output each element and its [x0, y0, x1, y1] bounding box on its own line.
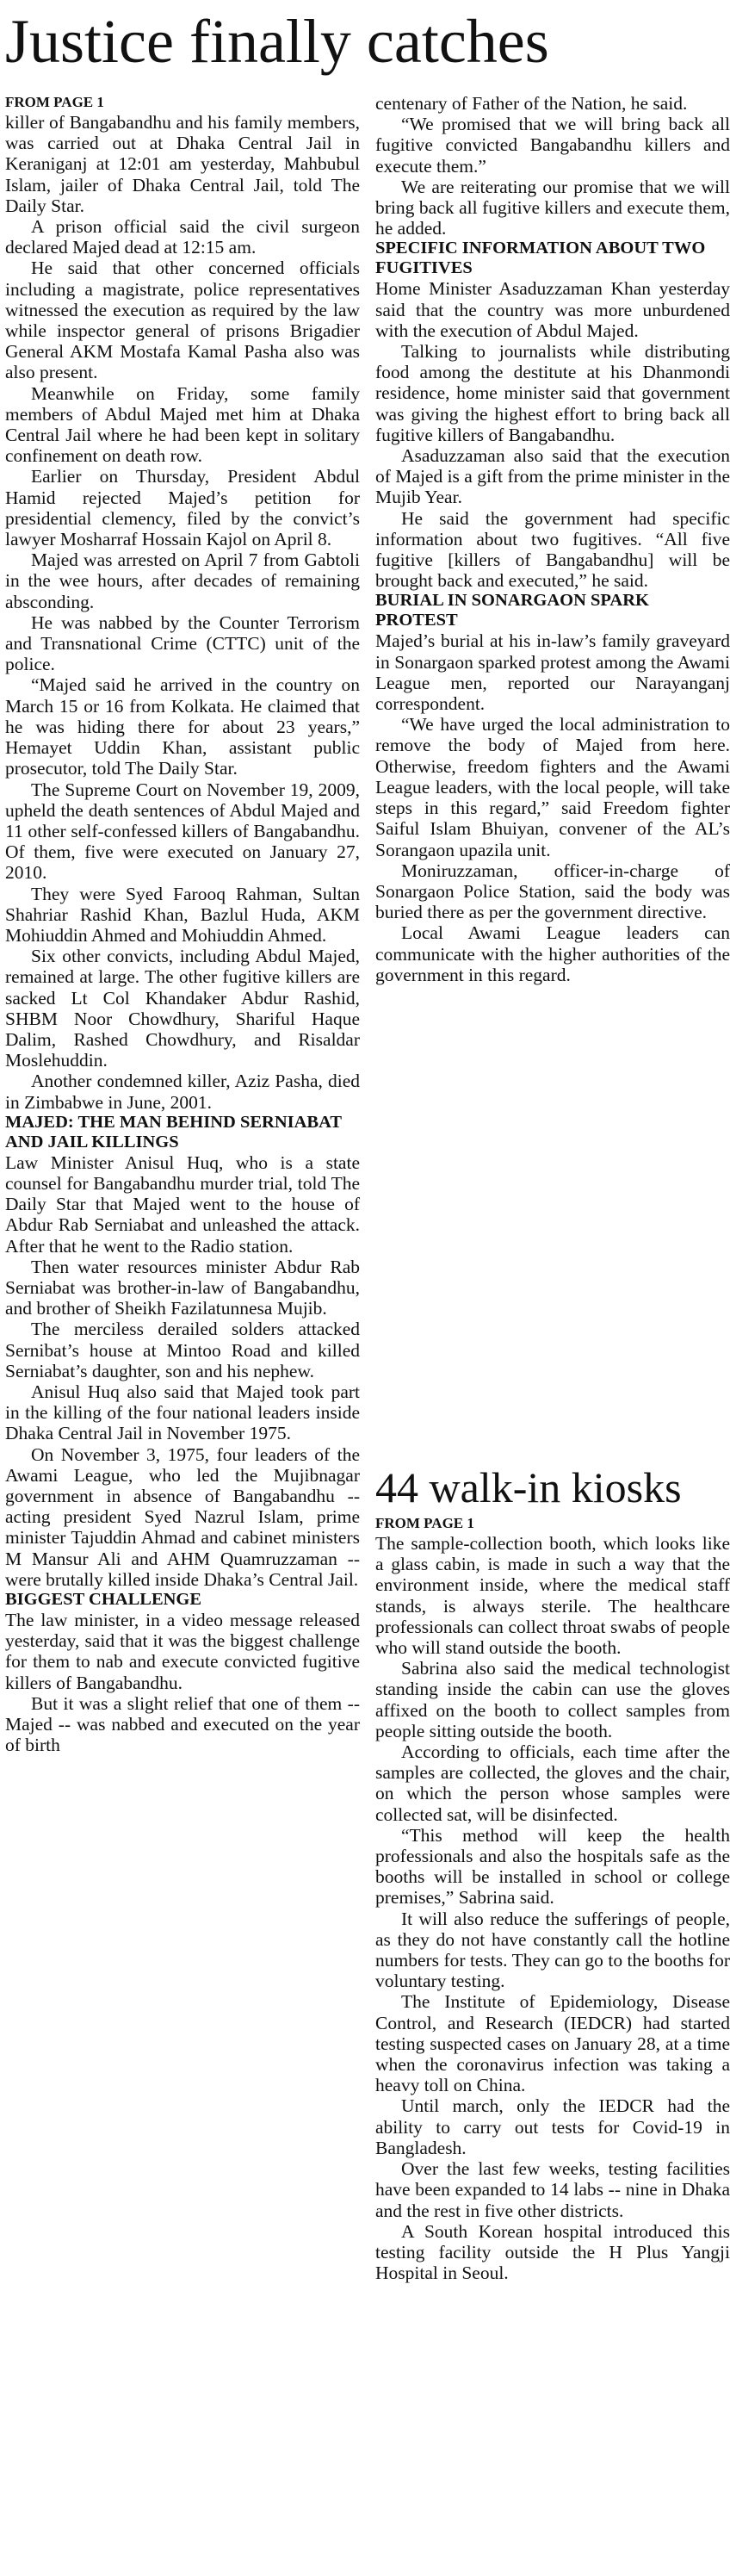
kiosk-story	[375, 1462, 730, 2283]
article-paragraph: “We have urged the local administration to remove the body of Majed from here. Otherwise, freedom fighters and the Awami League leaders, with the local people, will take steps in this regard,” said Freedom fighter Saiful Islam Bhuiyan, convener of the AL’s Sorangaon upazila unit.	[375, 714, 730, 860]
article-paragraph: He was nabbed by the Counter Terrorism and Transnational Crime (CTTC) unit of the police.	[5, 611, 360, 675]
article-paragraph: The merciless derailed solders attacked Sernibat’s house at Mintoo Road and killed Serniabat’s daughter, son and his nephew.	[5, 1319, 360, 1381]
section-subhead: SPECIFIC INFORMATION ABOUT TWO FUGITIVES	[375, 239, 706, 278]
left-column-body	[5, 112, 360, 1755]
article-paragraph: “This method will keep the health professionals and also the hospitals safe as the booths will be installed in school or college premises,” Sabrina said.	[375, 1824, 730, 1909]
article-paragraph: killer of Bangabandhu and his family members, was carried out at Dhaka Central Jail in Keraniganj at 12:01 am yesterday, Mahbubul Islam, jailer of Dhaka Central Jail, told The Daily Star.	[5, 112, 360, 216]
article-paragraph: It will also reduce the sufferings of people, as they do not have constantly call the hotline numbers for tests. They can go to the booths for voluntary testing.	[375, 1908, 730, 1992]
source-line: FROM PAGE 1	[5, 94, 104, 110]
article-paragraph: “Majed said he arrived in the country on March 15 or 16 from Kolkata. He claimed that he was hiding there for about 23 years,” Hemayet Uddin Khan, assistant public prosecutor, told The Daily Star.	[5, 674, 360, 779]
article-paragraph: According to officials, each time after the samples are collected, the gloves and the chair, on which the person whose samples were collected sat, will be disinfected.	[375, 1741, 730, 1825]
kiosk-source-line: FROM PAGE 1	[375, 1515, 474, 1531]
article-paragraph: Another condemned killer, Aziz Pasha, died in Zimbabwe in June, 2001.	[5, 1071, 360, 1113]
kiosk-headline: 44 walk-in kiosks	[375, 1463, 682, 1511]
article-paragraph: Until march, only the IEDCR had the ability to carry out tests for Covid-19 in Bangladesh.	[375, 2095, 730, 2158]
article-paragraph: Earlier on Thursday, President Abdul Hamid rejected Majed’s petition for presidential clemency, filed by the convict’s lawyer Mosharraf Hossain Kajol on April 8.	[5, 466, 360, 550]
article-paragraph: The Institute of Epidemiology, Disease Control, and Research (IEDCR) had started testing suspected cases on January 28, at a time when the coronavirus infection was taking a heavy toll on China.	[375, 1991, 730, 2096]
article-paragraph: Sabrina also said the medical technologist standing inside the cabin can use the gloves affixed on the booth to collect samples from people sitting outside the booth.	[375, 1658, 730, 1741]
article-paragraph: The Supreme Court on November 19, 2009, upheld the death sentences of Abdul Majed and 11 other self-confessed killers of Bangabandhu. Of them, five were executed on January 27, 2010.	[5, 779, 360, 884]
article-paragraph: Majed was arrested on April 7 from Gabtoli in the wee hours, after decades of remaining absconding.	[5, 549, 360, 612]
main-headline: Justice finally catches	[5, 7, 549, 76]
section-subhead: BIGGEST CHALLENGE	[5, 1590, 202, 1610]
article-paragraph: Majed’s burial at his in-law’s family graveyard in Sonargaon sparked protest among the Awami League men, reported our Narayanganj correspondent.	[375, 630, 730, 715]
article-paragraph: Talking to journalists while distributing food among the destitute at his Dhanmondi residence, home minister said that government was giving the highest effort to bring back all fugitive killers of Bangabandhu.	[375, 341, 730, 445]
article-paragraph: centenary of Father of the Nation, he said.	[375, 93, 688, 114]
main-story-right-column	[375, 93, 730, 985]
article-paragraph: Then water resources minister Abdur Rab Serniabat was brother-in-law of Bangabandhu, and brother of Sheikh Fazilatunnesa Mujib.	[5, 1256, 360, 1319]
article-paragraph: The law minister, in a video message released yesterday, said that it was the biggest challenge for them to nab and execute convicted fugitive killers of Bangabandhu.	[5, 1610, 360, 1693]
article-paragraph: Asaduzzaman also said that the execution of Majed is a gift from the prime minister in the Mujib Year.	[375, 445, 730, 508]
article-paragraph: Anisul Huq also said that Majed took part in the killing of the four national leaders inside Dhaka Central Jail in November 1975.	[5, 1381, 360, 1444]
article-paragraph: On November 3, 1975, four leaders of the Awami League, who led the Mujibnagar government in absence of Bangabandhu -- acting president Syed Nazrul Islam, prime minister Tajuddin Ahmad and cabinet ministers M Mansur Ali and AHM Quamruzzaman -- were brutally killed inside Dhaka’s Central Jail.	[5, 1443, 360, 1590]
article-paragraph: A prison official said the civil surgeon declared Majed dead at 12:15 am.	[5, 216, 360, 258]
article-paragraph: We are reiterating our promise that we will bring back all fugitive killers and execute them, he added.	[375, 176, 730, 239]
right-column-body	[375, 93, 730, 985]
article-paragraph: “We promised that we will bring back all fugitive convicted Bangabandhu killers and execute them.”	[375, 114, 730, 177]
article-paragraph: A South Korean hospital introduced this testing facility outside the H Plus Yangji Hospital in Seoul.	[375, 2220, 730, 2284]
article-paragraph: He said the government had specific information about two fugitives. “All five fugitive [killers of Bangabandhu] will be brought back and executed,” he said.	[375, 507, 730, 592]
article-paragraph: Home Minister Asaduzzaman Khan yesterday said that the country was more unburdened with the execution of Abdul Majed.	[375, 278, 730, 341]
article-paragraph: Over the last few weeks, testing facilities have been expanded to 14 labs -- nine in Dhaka and the rest in five other districts.	[375, 2158, 730, 2221]
article-paragraph: Moniruzzaman, officer-in-charge of Sonargaon Police Station, said the body was buried there as per the government directive.	[375, 860, 730, 923]
article-paragraph: Local Awami League leaders can communicate with the higher authorities of the government in this regard.	[375, 922, 730, 985]
article-paragraph: Six other convicts, including Abdul Majed, remained at large. The other fugitive killers are sacked Lt Col Khandaker Abdur Rashid, SHBM Noor Chowdhury, Shariful Haque Dalim, Rashed Chowdhury, and Risaldar Moslehuddin.	[5, 946, 360, 1071]
article-paragraph: The sample-collection booth, which looks like a glass cabin, is made in such a way that the environment inside, where the medical staff stands, is always sterile. The healthcare professionals can collect throat swabs of people who will stand outside the booth.	[375, 1533, 730, 1659]
article-paragraph: They were Syed Farooq Rahman, Sultan Shahriar Rashid Khan, Bazlul Huda, AKM Mohiuddin Ahmed and Mohiuddin Ahmed.	[5, 883, 360, 946]
main-story-left-column	[5, 93, 360, 1755]
article-paragraph: Law Minister Anisul Huq, who is a state counsel for Bangabandhu murder trial, told The Daily Star that Majed went to the house of Abdur Rab Serniabat and unleashed the attack. After that he went to the Radio station.	[5, 1151, 360, 1257]
article-paragraph: He said that other concerned officials including a magistrate, police representatives witnessed the execution as required by the law while inspector general of prisons Brigadier General AKM Mostafa Kamal Pasha also was also present.	[5, 258, 360, 383]
section-subhead: MAJED: THE MAN BEHIND SERNIABAT AND JAIL KILLINGS	[5, 1112, 342, 1151]
kiosk-story-body	[375, 1533, 730, 2283]
article-paragraph: But it was a slight relief that one of them -- Majed -- was nabbed and executed on the year of birth	[5, 1692, 360, 1756]
section-subhead: BURIAL IN SONARGAON SPARK PROTEST	[375, 591, 649, 630]
article-paragraph: Meanwhile on Friday, some family members of Abdul Majed met him at Dhaka Central Jail where he had been kept in solitary confinement on death row.	[5, 382, 360, 467]
